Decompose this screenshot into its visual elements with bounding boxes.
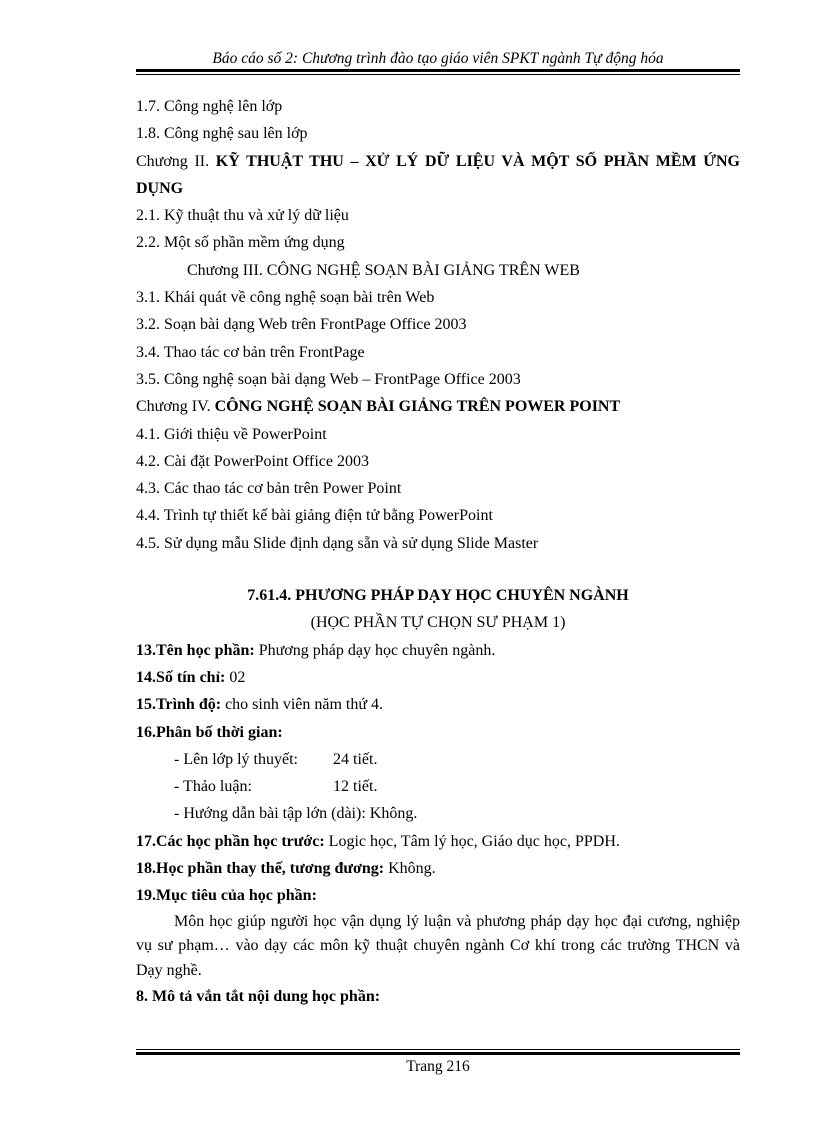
toc-item: 2.1. Kỹ thuật thu và xử lý dữ liệu [136, 207, 349, 225]
toc-item: 3.1. Khái quát về công nghệ soạn bài trên Web [136, 289, 435, 307]
field-value: cho sinh viên năm thứ 4. [221, 696, 384, 714]
toc-chapter-heading: Chương III. CÔNG NGHỆ SOẠN BÀI GIẢNG TRÊN WEB [187, 261, 580, 279]
time-item: - Hướng dẫn bài tập lớn (dài): Không. [174, 805, 418, 823]
page-header: Báo cáo số 2: Chương trình đào tạo giáo viên SPKT ngành Tự động hóa [212, 50, 664, 67]
header-rule-thin [136, 74, 740, 75]
chapter-prefix: Chương IV. [136, 398, 211, 416]
toc-chapter-heading [136, 148, 740, 203]
time-value: 24 tiết. [333, 750, 378, 768]
footer-rule-thin [136, 1049, 740, 1050]
toc-item: 3.2. Soạn bài dạng Web trên FrontPage Office 2003 [136, 316, 467, 334]
field-credits [136, 664, 740, 691]
toc-item: 3.5. Công nghệ soạn bài dạng Web – FrontPage Office 2003 [136, 370, 521, 388]
header-rule-thick [136, 69, 740, 72]
toc-item: 4.2. Cài đặt PowerPoint Office 2003 [136, 452, 370, 470]
toc-item: 4.4. Trình tự thiết kế bài giảng điện tử bằng PowerPoint [136, 507, 493, 525]
section-subtitle: (HỌC PHẦN TỰ CHỌN SƯ PHẠM 1) [310, 614, 566, 632]
page-content [136, 93, 740, 1010]
section-title: 7.61.4. PHƯƠNG PHÁP DẠY HỌC CHUYÊN NGÀNH [247, 587, 629, 605]
objectives-paragraph: Môn học giúp người học vận dụng lý luận và phương pháp dạy học đại cương, nghiệp vụ sư phạm… vào dạy các môn kỹ thuật chuyên ngành Cơ khí trong các trường THCN và Dạy nghề. [136, 912, 740, 979]
field-label: 14.Số tín chỉ: [136, 668, 226, 686]
chapter-title: KỸ THUẬT THU – XỬ LÝ DỮ LIỆU VÀ MỘT SỐ PHẦN MỀM ỨNG DỤNG [136, 152, 741, 197]
time-value: 12 tiết. [333, 778, 378, 796]
field-objectives-label: 19.Mục tiêu của học phần: [136, 887, 317, 905]
field-label: 18.Học phần thay thế, tương đương: [136, 860, 385, 878]
toc-chapter-heading [136, 393, 740, 420]
time-item [136, 746, 740, 773]
toc-item: 1.8. Công nghệ sau lên lớp [136, 125, 308, 143]
toc-item: 2.2. Một số phần mềm ứng dụng [136, 234, 345, 252]
toc-item: 1.7. Công nghệ lên lớp [136, 98, 283, 115]
field-level [136, 691, 740, 718]
spacer [136, 557, 740, 582]
chapter-prefix: Chương II. [136, 152, 210, 170]
field-course-name [136, 637, 740, 664]
field-value: Phương pháp dạy học chuyên ngành. [254, 641, 496, 659]
chapter-title: CÔNG NGHỆ SOẠN BÀI GIẢNG TRÊN POWER POINT [214, 398, 621, 416]
time-label: - Lên lớp lý thuyết: [174, 750, 298, 768]
field-equivalent [136, 855, 740, 882]
toc-item: 4.5. Sử dụng mẫu Slide định dạng sẵn và sử dụng Slide Master [136, 534, 539, 552]
page-number: Trang 216 [406, 1058, 470, 1075]
field-label: 13.Tên học phần: [136, 641, 255, 659]
field-value: Không. [384, 860, 436, 878]
time-label: - Thảo luận: [174, 778, 252, 796]
field-prerequisites [136, 828, 740, 855]
field-label: 15.Trình độ: [136, 696, 222, 714]
footer-rule-thick [136, 1052, 740, 1055]
toc-item: 4.1. Giới thiệu về PowerPoint [136, 425, 327, 443]
field-value: 02 [225, 668, 246, 686]
toc-item: 3.4. Thao tác cơ bản trên FrontPage [136, 343, 365, 361]
time-item [136, 773, 740, 800]
field-time-allocation: 16.Phân bố thời gian: [136, 723, 283, 741]
field-description-label: 8. Mô tả vắn tắt nội dung học phần: [136, 988, 381, 1006]
toc-item: 4.3. Các thao tác cơ bản trên Power Point [136, 480, 402, 498]
field-label: 17.Các học phần học trước: [136, 832, 325, 850]
field-value: Logic học, Tâm lý học, Giáo dục học, PPDH. [324, 832, 620, 850]
